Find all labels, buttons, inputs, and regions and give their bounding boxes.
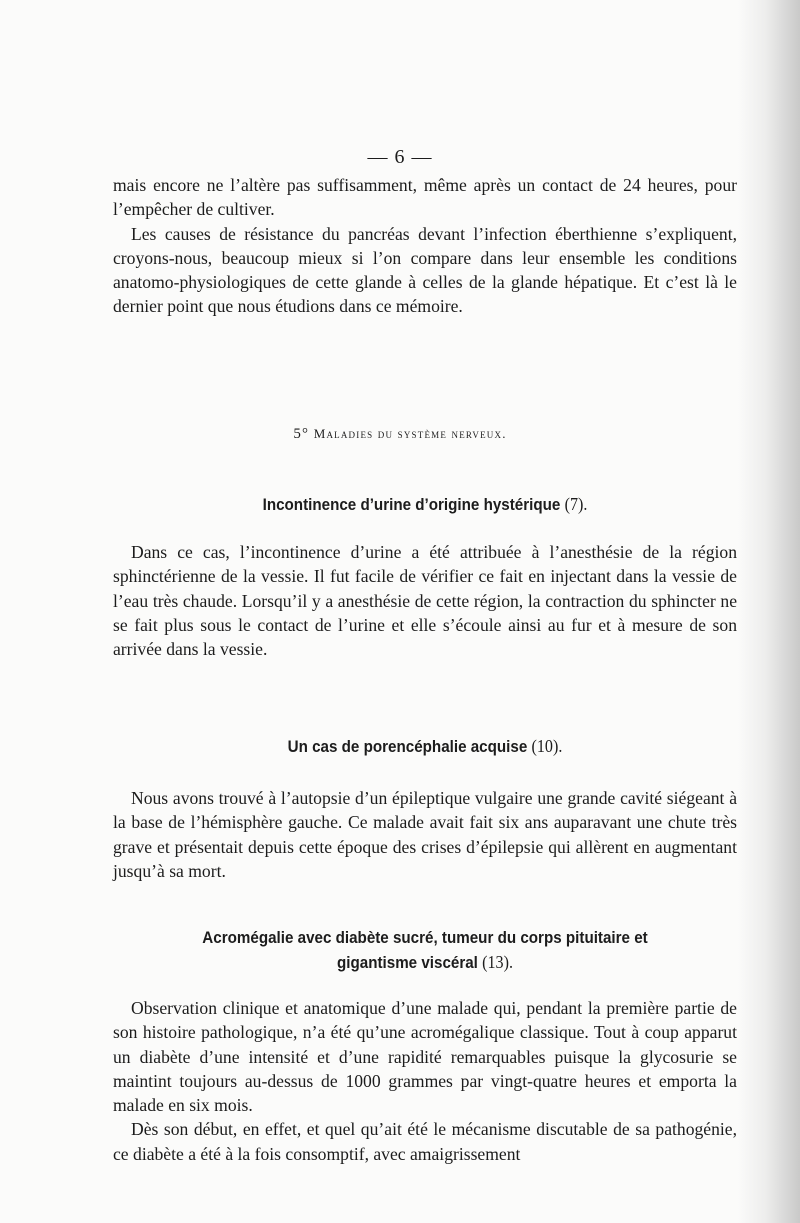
intro-paragraph-1: mais encore ne l’altère pas suffisamment, même après un contact de 24 heures, pour l’empêcher de cultiver. bbox=[113, 175, 737, 220]
article-body-incontinence bbox=[113, 540, 737, 661]
article-title-line-2: gigantisme viscéral bbox=[336, 954, 478, 972]
page-edge-shadow bbox=[738, 0, 800, 1223]
article-paragraph-1: Observation clinique et anatomique d’une malade qui, pendant la première partie de son histoire pathologique, n’a été qu’une acromégalique classique. Tout à coup apparut un diabète d’une intensité et d’une rapidité remarquables puisque la glycosurie se maintint toujours au-dessus de 1000 grammes par vingt-quatre heures et emporta la malade en six mois. bbox=[113, 998, 737, 1116]
section-heading bbox=[0, 426, 800, 443]
article-paragraph: Nous avons trouvé à l’autopsie d’un épileptique vulgaire une grande cavité siégeant à la base de l’hémisphère gauche. Ce malade avait fait six ans auparavant une chute très grave et présentait depuis cette époque des crises d’épilepsie qui allèrent en augmentant jusqu’à sa mort. bbox=[113, 788, 737, 881]
section-number: 5° bbox=[293, 426, 310, 442]
page-number: — 6 — bbox=[367, 146, 433, 168]
section-title: Maladies du système nerveux. bbox=[313, 426, 507, 441]
intro-paragraph-2: Les causes de résistance du pancréas devant l’infection éberthienne s’expliquent, croyons-nous, beaucoup mieux si l’on compare dans leur ensemble les conditions anatomo-physiologiques de cette glande à celles de la glande hépatique. Et c’est là le dernier point que nous étudions dans ce mémoire. bbox=[113, 223, 737, 317]
article-title-text: Incontinence d’urine d’origine hystérique bbox=[262, 496, 561, 514]
article-title-text: Un cas de porencéphalie acquise bbox=[287, 738, 528, 756]
article-title-line-1: Acromégalie avec diabète sucré, tumeur du corps pituitaire et bbox=[202, 929, 648, 947]
intro-text bbox=[113, 173, 737, 319]
article-body-porencephalie bbox=[113, 786, 737, 883]
article-body-acromegalie bbox=[113, 996, 737, 1166]
article-title-porencephalie bbox=[138, 734, 712, 759]
article-paragraph-2: Dès son début, en effet, et quel qu’ait été le mécanisme discutable de sa pathogénie, ce diabète a été à la fois consomptif, avec amaigrissement bbox=[113, 1119, 737, 1164]
article-reference: (7). bbox=[564, 494, 588, 514]
article-reference: (10). bbox=[531, 736, 563, 756]
article-title-incontinence bbox=[138, 492, 712, 517]
article-title-acromegalie bbox=[138, 926, 712, 975]
article-paragraph: Dans ce cas, l’incontinence d’urine a été attribuée à l’anesthésie de la région sphinctérienne de la vessie. Il fut facile de vérifier ce fait en injectant dans la vessie de l’eau très chaude. Lorsqu’il y a anesthésie de cette région, la contraction du sphincter ne se fait plus sous le contact de l’urine et elle s’écoule ainsi au fur et à mesure de son arrivée dans la vessie. bbox=[113, 542, 737, 660]
article-reference: (13). bbox=[482, 952, 513, 972]
